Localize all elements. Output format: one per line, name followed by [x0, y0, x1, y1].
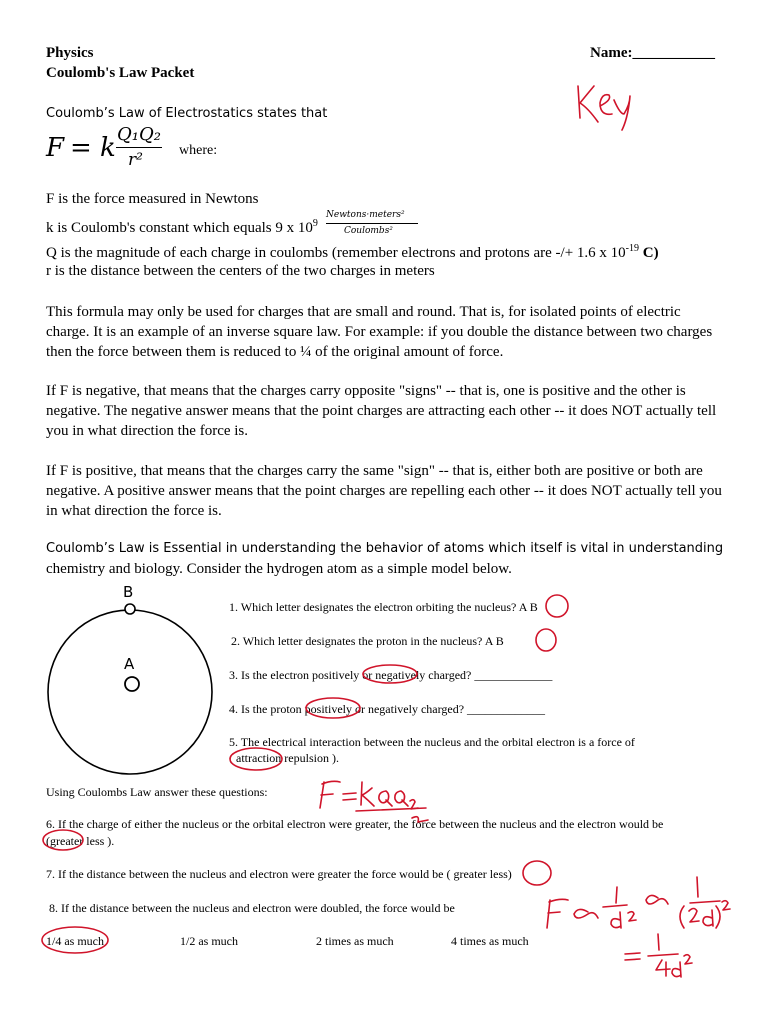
question-1: 1. Which letter designates the electron orbiting the nucleus? A B [229, 600, 538, 614]
question-6-line2: (greater less ). [46, 834, 115, 848]
def-k-text: k is Coulomb's constant which equals 9 x 10 [46, 220, 313, 236]
question-6-line1: 6. If the charge of either the nucleus or the orbital electron were greater, the force between the nucleus and the electron would be [46, 817, 664, 831]
formula-denominator: r² [128, 150, 143, 170]
formula-numerator: Q₁Q₂ [117, 124, 161, 145]
paragraph-inverse-square: This formula may only be used for charges that are small and round. That is, for isolated points of electric charge. It is an example of an inverse square law. For example: if you double the distance between two charges then the force between them is reduced to ¼ of the original amount of force. [46, 304, 713, 360]
question-4: 4. Is the proton positively or negatively charged? _____________ [229, 702, 546, 716]
electron-b [125, 604, 135, 614]
def-q-text: Q is the magnitude of each charge in coulombs (remember electrons and protons are -/+ 1.6 x 10 [46, 245, 626, 261]
paragraph-atoms-line1: Coulomb’s Law is Essential in understanding the behavior of atoms which itself is vital in understanding [46, 541, 724, 556]
paragraph-atoms-line2: chemistry and biology. Consider the hydrogen atom as a simple model below. [46, 561, 512, 577]
nucleus-a [125, 677, 139, 691]
handwritten-inverse-square-work [547, 877, 730, 977]
diagram-label-a: A [124, 655, 135, 673]
def-k-unit-num: Newtons·meters² [326, 210, 405, 220]
page-title: Coulomb's Law Packet [46, 65, 195, 81]
intro-lead: Coulomb’s Law of Electrostatics states that [46, 106, 328, 121]
formula-f: F [46, 133, 65, 163]
def-r: r is the distance between the centers of the two charges in meters [46, 263, 435, 279]
q8-option-half: 1/2 as much [180, 934, 238, 948]
atom-drawing [40, 580, 240, 780]
formula-fraction-bar [116, 147, 162, 148]
formula-equals-k: = k [70, 133, 116, 163]
paragraph-positive-force: If F is positive, that means that the charges carry the same "sign" -- that is, either both are positive or both are negative. A positive answer means that the point charges are repelling each other -- it does NOT actually tell you in what direction the force is. [46, 463, 722, 519]
handwritten-coulomb-formula [320, 781, 428, 822]
question-5-line1: 5. The electrical interaction between the nucleus and the orbital electron is a force of [229, 735, 635, 749]
question-3: 3. Is the electron positively or negatively charged? _____________ [229, 668, 553, 682]
def-q-unit: C) [639, 245, 659, 261]
name-field-label: Name:___________ [590, 45, 715, 61]
def-k-exponent: 9 [312, 218, 318, 229]
question-7: 7. If the distance between the nucleus and electron were greater the force would be ( greater less) [46, 867, 512, 881]
def-k [46, 218, 318, 237]
electron-orbit [48, 610, 212, 774]
def-q [46, 243, 659, 262]
question-8: 8. If the distance between the nucleus and electron were doubled, the force would be [49, 901, 455, 915]
q7-answer-circle [523, 861, 551, 885]
formula-where: where: [179, 143, 218, 158]
question-5-line2: ( attraction repulsion ). [229, 751, 339, 765]
q2-answer-circle [536, 629, 556, 651]
q8-option-quadruple: 4 times as much [451, 934, 529, 948]
paragraph-negative-force: If F is negative, that means that the charges carry opposite "signs" -- that is, one is positive and the other is negative. The negative answer means that the point charges are attracting each other -- it does NOT actually tell you in what direction the force is. [46, 383, 717, 439]
q1-answer-circle [546, 595, 568, 617]
diagram-label-b: B [123, 583, 134, 601]
q8-option-quarter: 1/4 as much [46, 934, 104, 948]
handwritten-key [578, 86, 630, 130]
q8-option-double: 2 times as much [316, 934, 394, 948]
subject-heading: Physics [46, 45, 94, 61]
question-2: 2. Which letter designates the proton in the nucleus? A B [231, 634, 504, 648]
def-k-unit-bar [326, 223, 418, 224]
def-k-unit-den: Coulombs² [344, 226, 393, 236]
def-f: F is the force measured in Newtons [46, 191, 259, 207]
def-q-exponent: -19 [625, 243, 640, 254]
coulomb-instructions: Using Coulombs Law answer these questions: [46, 785, 268, 799]
